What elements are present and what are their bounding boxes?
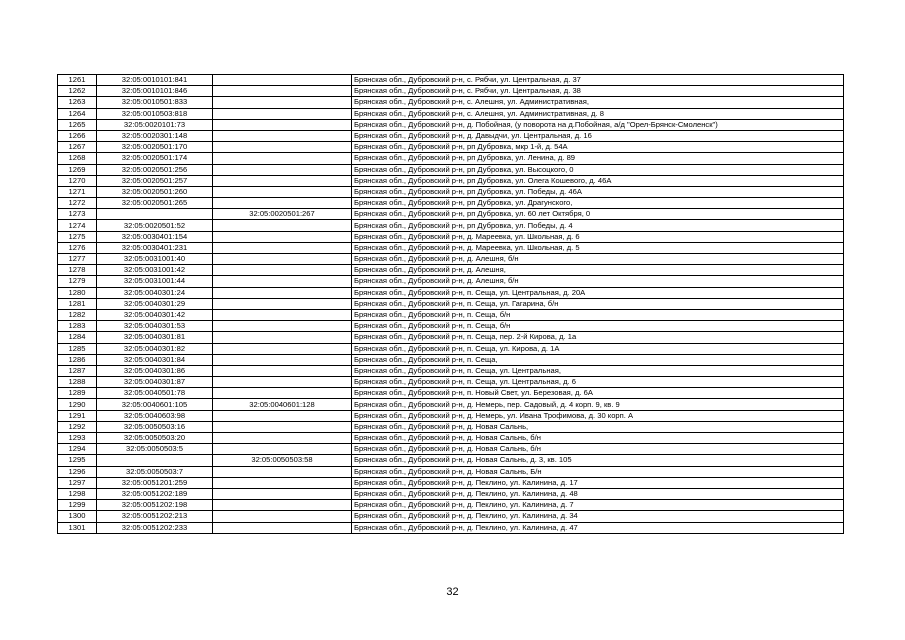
- table-row: [58, 231, 844, 242]
- table-row: [58, 298, 844, 309]
- registry-table-body: [58, 75, 844, 534]
- address-cell: Брянская обл., Дубровский р-н, д. Алешня,: [352, 265, 844, 276]
- cadastral-number-cell: 32:05:0020501:257: [97, 175, 213, 186]
- related-cadastral-number-cell: [213, 198, 352, 209]
- cadastral-number-cell: 32:05:0051202:189: [97, 488, 213, 499]
- address-cell: Брянская обл., Дубровский р-н, д. Алешня, б/н: [352, 254, 844, 265]
- related-cadastral-number-cell: 32:05:0020501:267: [213, 209, 352, 220]
- table-row: [58, 220, 844, 231]
- address-cell: Брянская обл., Дубровский р-н, с. Рябчи, ул. Центральная, д. 38: [352, 86, 844, 97]
- cadastral-number-cell: 32:05:0040301:84: [97, 354, 213, 365]
- address-cell: Брянская обл., Дубровский р-н, п. Сеща,: [352, 354, 844, 365]
- row-number-cell: 1300: [58, 511, 97, 522]
- address-cell: Брянская обл., Дубровский р-н, рп Дубровка, ул. Победы, д. 46А: [352, 186, 844, 197]
- cadastral-number-cell: 32:05:0040301:81: [97, 332, 213, 343]
- row-number-cell: 1286: [58, 354, 97, 365]
- row-number-cell: 1295: [58, 455, 97, 466]
- cadastral-number-cell: 32:05:0020501:170: [97, 142, 213, 153]
- cadastral-number-cell: 32:05:0040301:86: [97, 365, 213, 376]
- row-number-cell: 1266: [58, 130, 97, 141]
- related-cadastral-number-cell: [213, 410, 352, 421]
- related-cadastral-number-cell: [213, 287, 352, 298]
- row-number-cell: 1279: [58, 276, 97, 287]
- row-number-cell: 1291: [58, 410, 97, 421]
- table-row: [58, 500, 844, 511]
- related-cadastral-number-cell: [213, 108, 352, 119]
- cadastral-number-cell: 32:05:0020501:52: [97, 220, 213, 231]
- table-row: [58, 108, 844, 119]
- related-cadastral-number-cell: [213, 142, 352, 153]
- table-row: [58, 86, 844, 97]
- row-number-cell: 1270: [58, 175, 97, 186]
- cadastral-number-cell: 32:05:0020501:260: [97, 186, 213, 197]
- row-number-cell: 1276: [58, 242, 97, 253]
- related-cadastral-number-cell: 32:05:0050503:58: [213, 455, 352, 466]
- table-row: [58, 209, 844, 220]
- address-cell: Брянская обл., Дубровский р-н, д. Новая Сальнь, б/н: [352, 444, 844, 455]
- address-cell: Брянская обл., Дубровский р-н, п. Сеща, ул. Центральная, д. 20А: [352, 287, 844, 298]
- cadastral-number-cell: 32:05:0031001:40: [97, 254, 213, 265]
- cadastral-number-cell: 32:05:0010503:818: [97, 108, 213, 119]
- table-row: [58, 254, 844, 265]
- related-cadastral-number-cell: [213, 365, 352, 376]
- table-row: [58, 309, 844, 320]
- row-number-cell: 1268: [58, 153, 97, 164]
- row-number-cell: 1284: [58, 332, 97, 343]
- row-number-cell: 1272: [58, 198, 97, 209]
- address-cell: Брянская обл., Дубровский р-н, п. Сеща, ул. Гагарина, б/н: [352, 298, 844, 309]
- related-cadastral-number-cell: [213, 500, 352, 511]
- related-cadastral-number-cell: [213, 377, 352, 388]
- table-row: [58, 365, 844, 376]
- row-number-cell: 1277: [58, 254, 97, 265]
- table-row: [58, 242, 844, 253]
- row-number-cell: 1299: [58, 500, 97, 511]
- row-number-cell: 1287: [58, 365, 97, 376]
- address-cell: Брянская обл., Дубровский р-н, д. Мареевка, ул. Школьная, д. 5: [352, 242, 844, 253]
- table-row: [58, 444, 844, 455]
- related-cadastral-number-cell: [213, 164, 352, 175]
- related-cadastral-number-cell: [213, 433, 352, 444]
- row-number-cell: 1262: [58, 86, 97, 97]
- address-cell: Брянская обл., Дубровский р-н, рп Дубровка, ул. 60 лет Октября, 0: [352, 209, 844, 220]
- cadastral-number-cell: 32:05:0020101:73: [97, 119, 213, 130]
- table-row: [58, 522, 844, 533]
- row-number-cell: 1296: [58, 466, 97, 477]
- related-cadastral-number-cell: [213, 75, 352, 86]
- table-row: [58, 421, 844, 432]
- related-cadastral-number-cell: [213, 231, 352, 242]
- address-cell: Брянская обл., Дубровский р-н, рп Дубровка, ул. Высоцкого, 0: [352, 164, 844, 175]
- row-number-cell: 1293: [58, 433, 97, 444]
- table-row: [58, 276, 844, 287]
- table-row: [58, 455, 844, 466]
- row-number-cell: 1294: [58, 444, 97, 455]
- cadastral-number-cell: 32:05:0031001:44: [97, 276, 213, 287]
- address-cell: Брянская обл., Дубровский р-н, д. Пеклино, ул. Калинина, д. 34: [352, 511, 844, 522]
- address-cell: Брянская обл., Дубровский р-н, д. Алешня, б/н: [352, 276, 844, 287]
- related-cadastral-number-cell: [213, 119, 352, 130]
- table-row: [58, 321, 844, 332]
- related-cadastral-number-cell: [213, 332, 352, 343]
- row-number-cell: 1297: [58, 477, 97, 488]
- related-cadastral-number-cell: [213, 444, 352, 455]
- related-cadastral-number-cell: [213, 86, 352, 97]
- cadastral-number-cell: 32:05:0031001:42: [97, 265, 213, 276]
- related-cadastral-number-cell: [213, 175, 352, 186]
- address-cell: Брянская обл., Дубровский р-н, с. Рябчи, ул. Центральная, д. 37: [352, 75, 844, 86]
- registry-table: [57, 74, 844, 534]
- cadastral-number-cell: 32:05:0050503:5: [97, 444, 213, 455]
- table-row: [58, 477, 844, 488]
- address-cell: Брянская обл., Дубровский р-н, п. Сеща, б/н: [352, 309, 844, 320]
- table-row: [58, 130, 844, 141]
- cadastral-number-cell: 32:05:0040301:42: [97, 309, 213, 320]
- address-cell: Брянская обл., Дубровский р-н, п. Новый Свет, ул. Березовая, д. 6А: [352, 388, 844, 399]
- address-cell: Брянская обл., Дубровский р-н, п. Сеща, ул. Центральная,: [352, 365, 844, 376]
- table-row: [58, 410, 844, 421]
- related-cadastral-number-cell: [213, 421, 352, 432]
- related-cadastral-number-cell: [213, 466, 352, 477]
- cadastral-number-cell: 32:05:0051202:233: [97, 522, 213, 533]
- cadastral-number-cell: 32:05:0040501:78: [97, 388, 213, 399]
- address-cell: Брянская обл., Дубровский р-н, д. Новая Сальнь, б/н: [352, 433, 844, 444]
- related-cadastral-number-cell: [213, 186, 352, 197]
- related-cadastral-number-cell: [213, 321, 352, 332]
- row-number-cell: 1282: [58, 309, 97, 320]
- row-number-cell: 1263: [58, 97, 97, 108]
- address-cell: Брянская обл., Дубровский р-н, рп Дубровка, ул. Победы, д. 4: [352, 220, 844, 231]
- table-row: [58, 265, 844, 276]
- cadastral-number-cell: 32:05:0040301:29: [97, 298, 213, 309]
- table-row: [58, 399, 844, 410]
- address-cell: Брянская обл., Дубровский р-н, рп Дубровка, ул. Олега Кошевого, д. 46А: [352, 175, 844, 186]
- table-row: [58, 388, 844, 399]
- table-row: [58, 97, 844, 108]
- page-number: 32: [446, 586, 459, 598]
- cadastral-number-cell: 32:05:0051202:213: [97, 511, 213, 522]
- row-number-cell: 1278: [58, 265, 97, 276]
- cadastral-number-cell: 32:05:0040301:53: [97, 321, 213, 332]
- row-number-cell: 1285: [58, 343, 97, 354]
- table-row: [58, 433, 844, 444]
- cadastral-number-cell: 32:05:0040301:24: [97, 287, 213, 298]
- address-cell: Брянская обл., Дубровский р-н, д. Немерь, ул. Ивана Трофимова, д. 30 корп. А: [352, 410, 844, 421]
- table-row: [58, 488, 844, 499]
- related-cadastral-number-cell: [213, 130, 352, 141]
- row-number-cell: 1264: [58, 108, 97, 119]
- cadastral-number-cell: 32:05:0030401:154: [97, 231, 213, 242]
- row-number-cell: 1269: [58, 164, 97, 175]
- row-number-cell: 1274: [58, 220, 97, 231]
- related-cadastral-number-cell: [213, 488, 352, 499]
- row-number-cell: 1265: [58, 119, 97, 130]
- address-cell: Брянская обл., Дубровский р-н, с. Алешня, ул. Административная, д. 8: [352, 108, 844, 119]
- row-number-cell: 1288: [58, 377, 97, 388]
- address-cell: Брянская обл., Дубровский р-н, п. Сеща, ул. Центральная, д. 6: [352, 377, 844, 388]
- table-row: [58, 119, 844, 130]
- related-cadastral-number-cell: [213, 511, 352, 522]
- related-cadastral-number-cell: [213, 153, 352, 164]
- table-row: [58, 75, 844, 86]
- cadastral-number-cell: 32:05:0020501:174: [97, 153, 213, 164]
- cadastral-number-cell: 32:05:0051202:198: [97, 500, 213, 511]
- address-cell: Брянская обл., Дубровский р-н, д. Пеклино, ул. Калинина, д. 48: [352, 488, 844, 499]
- row-number-cell: 1289: [58, 388, 97, 399]
- table-row: [58, 186, 844, 197]
- cadastral-number-cell: 32:05:0040301:87: [97, 377, 213, 388]
- cadastral-number-cell: 32:05:0051201:259: [97, 477, 213, 488]
- address-cell: Брянская обл., Дубровский р-н, п. Сеща, ул. Кирова, д. 1А: [352, 343, 844, 354]
- table-row: [58, 466, 844, 477]
- related-cadastral-number-cell: [213, 388, 352, 399]
- cadastral-number-cell: [97, 209, 213, 220]
- cadastral-number-cell: 32:05:0050503:16: [97, 421, 213, 432]
- row-number-cell: 1281: [58, 298, 97, 309]
- table-row: [58, 175, 844, 186]
- cadastral-number-cell: 32:05:0020501:265: [97, 198, 213, 209]
- related-cadastral-number-cell: [213, 276, 352, 287]
- row-number-cell: 1267: [58, 142, 97, 153]
- related-cadastral-number-cell: [213, 242, 352, 253]
- related-cadastral-number-cell: [213, 522, 352, 533]
- row-number-cell: 1283: [58, 321, 97, 332]
- related-cadastral-number-cell: [213, 343, 352, 354]
- related-cadastral-number-cell: 32:05:0040601:128: [213, 399, 352, 410]
- row-number-cell: 1261: [58, 75, 97, 86]
- address-cell: Брянская обл., Дубровский р-н, д. Немерь, пер. Садовый, д. 4 корп. 9, кв. 9: [352, 399, 844, 410]
- address-cell: Брянская обл., Дубровский р-н, п. Сеща, б/н: [352, 321, 844, 332]
- cadastral-number-cell: [97, 455, 213, 466]
- cadastral-number-cell: 32:05:0050503:20: [97, 433, 213, 444]
- address-cell: Брянская обл., Дубровский р-н, д. Давыдчи, ул. Центральная, д. 16: [352, 130, 844, 141]
- table-row: [58, 164, 844, 175]
- cadastral-number-cell: 32:05:0040603:98: [97, 410, 213, 421]
- table-row: [58, 354, 844, 365]
- related-cadastral-number-cell: [213, 309, 352, 320]
- cadastral-number-cell: 32:05:0030401:231: [97, 242, 213, 253]
- row-number-cell: 1292: [58, 421, 97, 432]
- address-cell: Брянская обл., Дубровский р-н, д. Пеклино, ул. Калинина, д. 47: [352, 522, 844, 533]
- row-number-cell: 1290: [58, 399, 97, 410]
- row-number-cell: 1298: [58, 488, 97, 499]
- address-cell: Брянская обл., Дубровский р-н, д. Новая Сальнь, д. 3, кв. 105: [352, 455, 844, 466]
- row-number-cell: 1301: [58, 522, 97, 533]
- cadastral-number-cell: 32:05:0010101:841: [97, 75, 213, 86]
- address-cell: Брянская обл., Дубровский р-н, д. Пеклино, ул. Калинина, д. 17: [352, 477, 844, 488]
- address-cell: Брянская обл., Дубровский р-н, с. Алешня, ул. Административная,: [352, 97, 844, 108]
- row-number-cell: 1273: [58, 209, 97, 220]
- cadastral-number-cell: 32:05:0020501:256: [97, 164, 213, 175]
- row-number-cell: 1275: [58, 231, 97, 242]
- related-cadastral-number-cell: [213, 220, 352, 231]
- address-cell: Брянская обл., Дубровский р-н, д. Новая Сальнь,: [352, 421, 844, 432]
- table-row: [58, 287, 844, 298]
- related-cadastral-number-cell: [213, 254, 352, 265]
- cadastral-number-cell: 32:05:0010501:833: [97, 97, 213, 108]
- address-cell: Брянская обл., Дубровский р-н, п. Сеща, пер. 2-й Кирова, д. 1а: [352, 332, 844, 343]
- table-row: [58, 377, 844, 388]
- row-number-cell: 1280: [58, 287, 97, 298]
- address-cell: Брянская обл., Дубровский р-н, рп Дубровка, ул. Ленина, д. 89: [352, 153, 844, 164]
- related-cadastral-number-cell: [213, 97, 352, 108]
- row-number-cell: 1271: [58, 186, 97, 197]
- related-cadastral-number-cell: [213, 477, 352, 488]
- cadastral-number-cell: 32:05:0040601:105: [97, 399, 213, 410]
- address-cell: Брянская обл., Дубровский р-н, д. Побойная, (у поворота на д.Побойная, а/д "Орел-Брянск-Смоленск"): [352, 119, 844, 130]
- cadastral-number-cell: 32:05:0040301:82: [97, 343, 213, 354]
- table-row: [58, 332, 844, 343]
- table-row: [58, 511, 844, 522]
- related-cadastral-number-cell: [213, 354, 352, 365]
- cadastral-number-cell: 32:05:0050503:7: [97, 466, 213, 477]
- address-cell: Брянская обл., Дубровский р-н, д. Мареевка, ул. Школьная, д. 6: [352, 231, 844, 242]
- table-row: [58, 142, 844, 153]
- address-cell: Брянская обл., Дубровский р-н, д. Новая Сальнь, Б/н: [352, 466, 844, 477]
- cadastral-number-cell: 32:05:0020301:148: [97, 130, 213, 141]
- related-cadastral-number-cell: [213, 265, 352, 276]
- address-cell: Брянская обл., Дубровский р-н, рп Дубровка, ул. Драгунского,: [352, 198, 844, 209]
- related-cadastral-number-cell: [213, 298, 352, 309]
- address-cell: Брянская обл., Дубровский р-н, рп Дубровка, мкр 1-й, д. 54А: [352, 142, 844, 153]
- cadastral-number-cell: 32:05:0010101:846: [97, 86, 213, 97]
- table-row: [58, 198, 844, 209]
- address-cell: Брянская обл., Дубровский р-н, д. Пеклино, ул. Калинина, д. 7: [352, 500, 844, 511]
- table-row: [58, 153, 844, 164]
- table-row: [58, 343, 844, 354]
